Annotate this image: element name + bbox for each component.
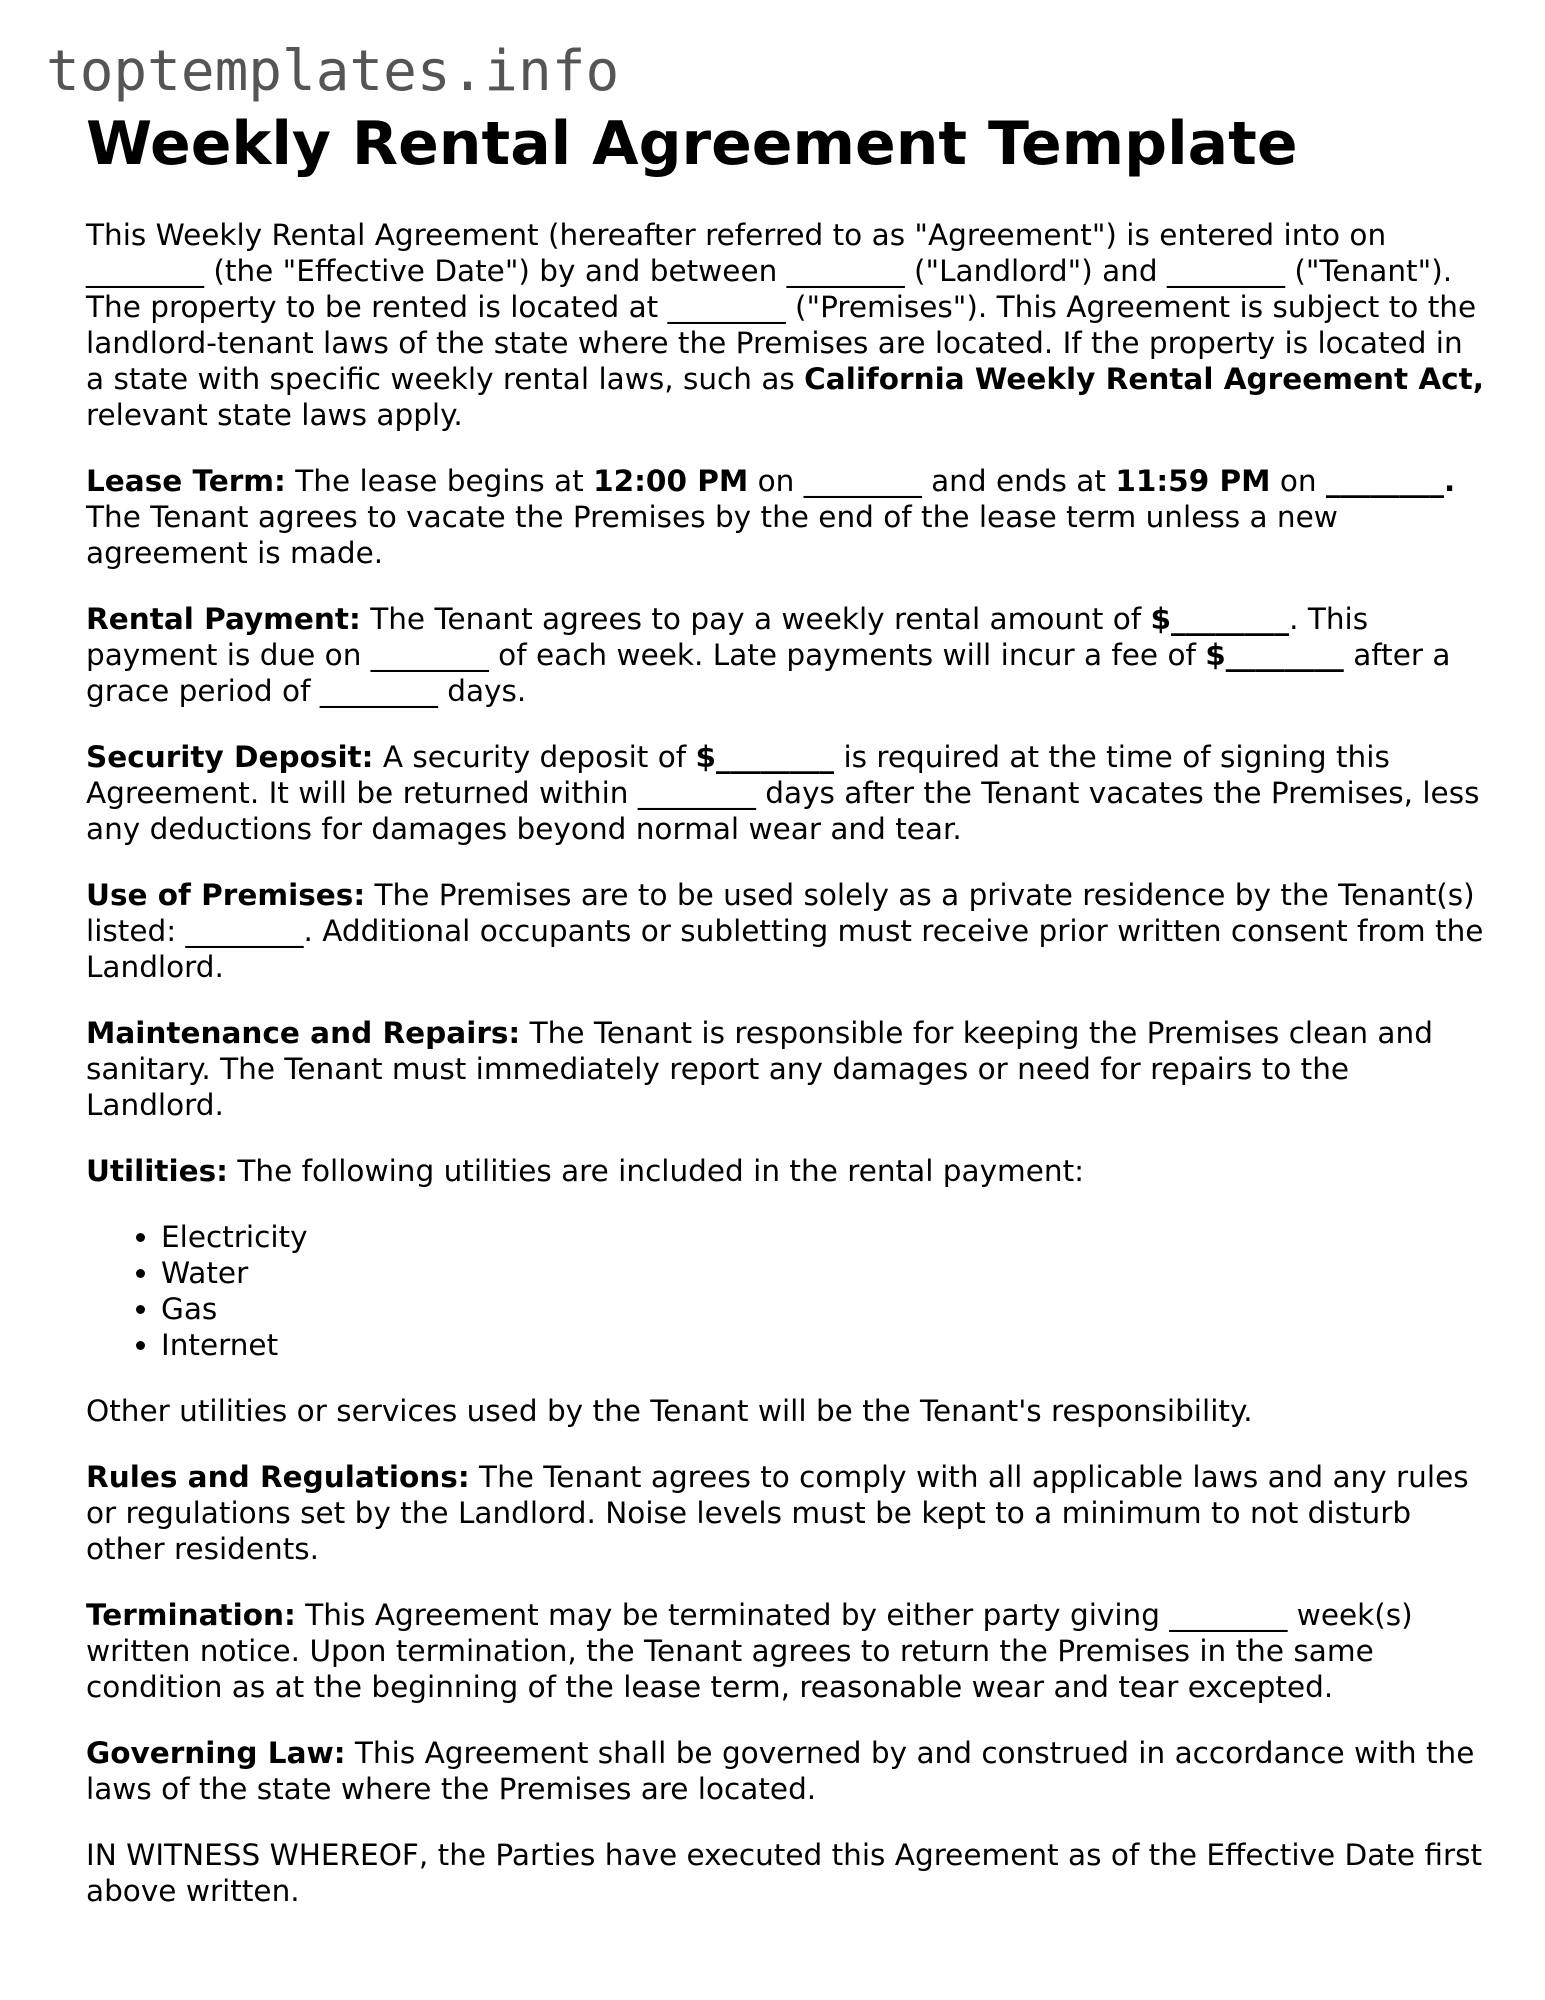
termination-label: Termination: [86,1598,296,1632]
maintenance-label: Maintenance and Repairs: [86,1016,521,1050]
rules-label: Rules and Regulations: [86,1460,470,1494]
intro-act-name: California Weekly Rental Agreement Act, [804,362,1484,396]
termination-section [86,1597,1486,1705]
rental-payment-text: . This payment is due on ________ of each week. Late payments will incur a fee of [86,602,1369,672]
document-title: Weekly Rental Agreement Template [86,109,1298,179]
lease-term-section [86,463,1486,571]
security-deposit-label: Security Deposit: [86,740,374,774]
rental-amount-blank: $________ [1150,602,1290,636]
list-item: • Electricity [161,1219,1486,1255]
utilities-list [86,1219,1486,1363]
use-of-premises-text: The Premises are to be used solely as a private residence by the Tenant(s) listed: ________. Additional occupants or subletting must receive prior written consent from the Landlord. [86,878,1484,984]
rental-payment-label: Rental Payment: [86,602,361,636]
intro-paragraph [86,217,1486,433]
witness-statement: IN WITNESS WHEREOF, the Parties have executed this Agreement as of the Effective Date first above written. [86,1838,1483,1908]
lease-term-text: on ________ and ends at [748,464,1116,498]
security-deposit-section [86,739,1486,847]
governing-law-section [86,1735,1486,1807]
utilities-text: The following utilities are included in the rental payment: [227,1154,1085,1188]
lease-term-text: on [1270,464,1326,498]
document-body [86,110,1486,1939]
intro-text: This Weekly Rental Agreement (hereafter referred to as "Agreement") is entered into on ________ (the "Effective Date") by and between ________ ("Landlord") and ________ ("Tenant"). The property to be rented is located at ________ ("Premises"). This Agreement is subject to the landlord-tenant laws of the state where the Premises are located. If the property is located in a state with specific weekly rental laws, such as [86,218,1477,396]
lease-term-label: Lease Term: [86,464,286,498]
rules-text: The Tenant agrees to comply with all applicable laws and any rules or regulations set by the Landlord. Noise levels must be kept to a minimum to not disturb other residents. [86,1460,1469,1566]
rental-payment-text: The Tenant agrees to pay a weekly rental amount of [360,602,1151,636]
security-deposit-text: is required at the time of signing this Agreement. It will be returned within ________ days after the Tenant vacates the Premises, less any deductions for damages beyond normal wear and tear. [86,740,1480,846]
lease-start-time: 12:00 PM [593,464,749,498]
termination-text: This Agreement may be terminated by either party giving ________ week(s) written notice. Upon termination, the Tenant agrees to return the Premises in the same condition as at the beginning of the lease term, reasonable wear and tear excepted. [86,1598,1413,1704]
lease-end-date-blank: ________. [1325,464,1456,498]
governing-law-label: Governing Law: [86,1736,346,1770]
other-utilities-text: Other utilities or services used by the Tenant will be the Tenant's responsibility. [86,1394,1253,1428]
security-deposit-text: A security deposit of [373,740,696,774]
lease-term-text: The lease begins at [285,464,594,498]
use-of-premises-label: Use of Premises: [86,878,366,912]
rental-payment-section [86,601,1486,709]
rules-section [86,1459,1486,1567]
rental-payment-text: after a grace period of ________ days. [86,638,1451,708]
deposit-amount-blank: $________ [695,740,835,774]
list-item: • Internet [161,1327,1486,1363]
governing-law-text: This Agreement shall be governed by and construed in accordance with the laws of the state where the Premises are located. [86,1736,1475,1806]
utilities-label: Utilities: [86,1154,228,1188]
list-item: • Water [161,1255,1486,1291]
lease-term-text: The Tenant agrees to vacate the Premises by the end of the lease term unless a new agreement is made. [86,500,1338,570]
list-item: • Gas [161,1291,1486,1327]
utilities-section [86,1153,1486,1189]
maintenance-section [86,1015,1486,1123]
late-fee-blank: $________ [1205,638,1344,672]
lease-end-time: 11:59 PM [1115,464,1271,498]
watermark-text: toptemplates.info [46,39,620,104]
intro-text-end: relevant state laws apply. [86,398,463,432]
use-of-premises-section [86,877,1486,985]
maintenance-text: The Tenant is responsible for keeping the Premises clean and sanitary. The Tenant must immediately report any damages or need for repairs to the Landlord. [86,1016,1433,1122]
